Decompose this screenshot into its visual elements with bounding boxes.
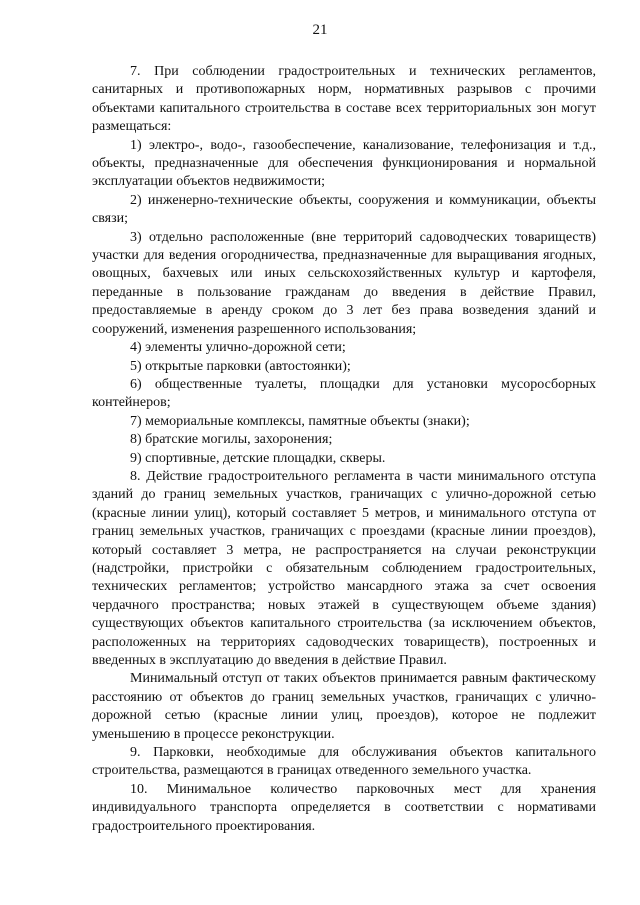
paragraph-7-intro: 7. При соблюдении градостроительных и технических регламентов, санитарных и противопожарных норм, нормативных разрывов с прочими объектами капитального строительства в составе всех территориальных зон могут размещаться: [92,64,596,135]
list-item-7-memorials: 7) мемориальные комплексы, памятные объекты (знаки); [130,413,470,429]
list-item-8-graves: 8) братские могилы, захоронения; [130,432,333,448]
list-item-1-utilities: 1) электро-, водо-, газообеспечение, канализование, телефонизация и т.д., объекты, предназначенные для обеспечения функционирования и нормальной эксплуатации объектов недвижимости; [92,137,596,190]
list-item-6-toilets: 6) общественные туалеты, площадки для установки мусоросборных контейнеров; [92,376,596,411]
list-item-4-road-network: 4) элементы улично-дорожной сети; [130,340,346,356]
document-body [92,63,596,836]
list-item-9-playgrounds: 9) спортивные, детские площадки, скверы. [130,450,386,466]
paragraph-10-parking-spaces: 10. Минимальное количество парковочных мест для хранения индивидуального транспорта определяется в соответствии с нормативами градостроительного проектирования. [92,781,596,834]
list-item-5-parking: 5) открытые парковки (автостоянки); [130,358,351,374]
paragraph-9-parking: 9. Парковки, необходимые для обслуживания объектов капитального строительства, размещаются в границах отведенного земельного участка. [92,745,596,779]
list-item-3-gardening-plots: 3) отдельно расположенные (вне территорий садоводческих товариществ) участки для ведения огородничества, предназначенные для выращивания ягодных, овощных, бахчевых или иных сельскохозяйственных культур и картофеля, переданные в пользование гражданам до введения в действие Правил, предоставляемые в аренду сроком до 3 лет без права возведения зданий и сооружений, изменения разрешенного использования; [92,229,596,337]
list-item-2-engineering: 2) инженерно-технические объекты, сооружения и коммуникации, объекты связи; [92,192,596,227]
page-number: 21 [312,22,328,38]
paragraph-min-setback: Минимальный отступ от таких объектов принимается равным фактическому расстоянию от объектов до границ земельных участков, граничащих с улично-дорожной сетью (красные линии улиц, проездов), которое не подлежит уменьшению в процессе реконструкции. [92,671,596,742]
paragraph-8-setbacks: 8. Действие градостроительного регламента в части минимального отступа зданий до границ земельных участков, граничащих с улично-дорожной сетью (красные линии улиц), который составляет 5 метров, и минимального отступа от границ земельных участков, граничащих с проездами (красные линии проездов), который составляет 3 метра, не распространяется на случаи реконструкции (надстройки, пристройки с обязательным соблюдением градостроительных, технических регламентов; устройство мансардного этажа за счет освоения чердачного пространства; новых этажей в существующем объеме здания) существующих объектов капитального строительства (за исключением объектов, расположенных на территориях садоводческих товариществ), построенных и введенных в эксплуатацию до введения в действие Правил. [92,468,596,668]
